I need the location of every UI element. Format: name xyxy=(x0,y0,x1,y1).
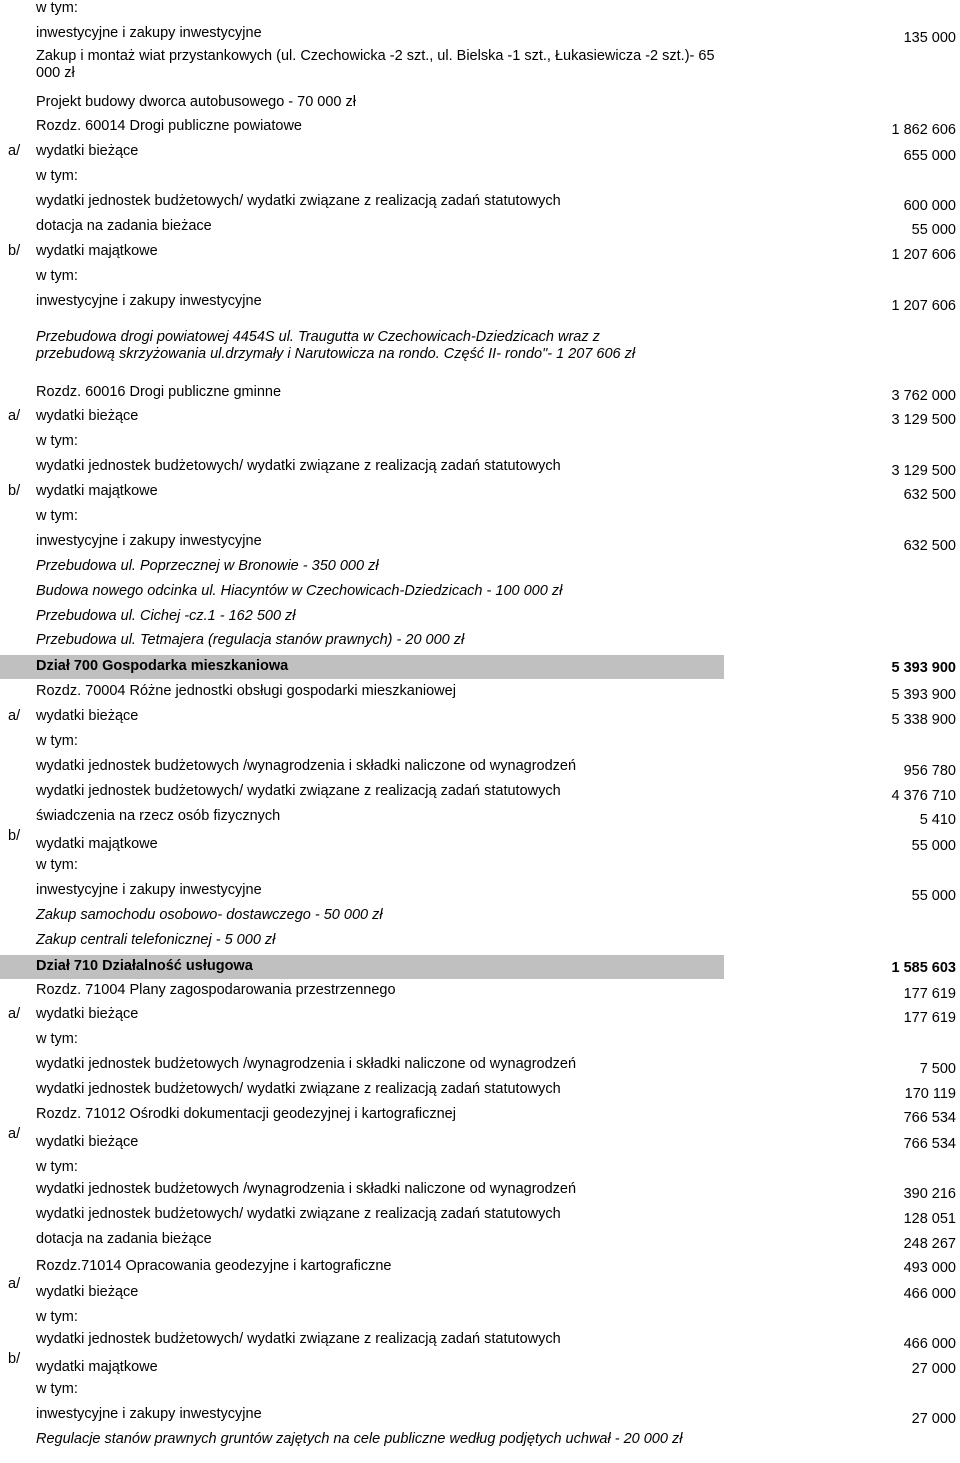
row-label: w tym: xyxy=(36,733,78,749)
row-label: Zakup i montaż wiat przystankowych (ul. Czechowicka -2 szt., ul. Bielska -1 szt., Łukasiewicza -2 szt.)- 65 000 zł xyxy=(36,48,715,81)
row-label: wydatki bieżące xyxy=(36,1284,139,1300)
row-label: wydatki majątkowe xyxy=(36,243,158,259)
item-marker: a/ xyxy=(8,143,21,159)
row-label: wydatki jednostek budżetowych/ wydatki związane z realizacją zadań statutowych xyxy=(36,1331,561,1347)
division-row xyxy=(0,655,960,679)
task-description: Przebudowa ul. Poprzecznej w Bronowie - 350 000 zł xyxy=(36,558,379,574)
row-label: Rozdz. 70004 Różne jednostki obsługi gospodarki mieszkaniowej xyxy=(36,683,456,699)
row-amount: 466 000 xyxy=(903,1286,956,1302)
row-label: w tym: xyxy=(36,0,78,16)
budget-row xyxy=(0,1406,960,1430)
task-description: Zakup samochodu osobowo- dostawczego - 50 000 zł xyxy=(36,907,383,923)
budget-row xyxy=(0,193,960,217)
budget-row xyxy=(0,293,960,317)
division-amount: 5 393 900 xyxy=(891,660,956,676)
budget-row xyxy=(0,733,960,757)
row-label: w tym: xyxy=(36,268,78,284)
row-label: wydatki majątkowe xyxy=(36,1359,158,1375)
budget-row xyxy=(0,408,960,432)
row-amount: 128 051 xyxy=(903,1211,956,1227)
budget-row xyxy=(0,168,960,192)
item-marker: a/ xyxy=(8,708,21,724)
row-amount: 5 393 900 xyxy=(891,687,956,703)
budget-row xyxy=(0,1431,960,1455)
row-label: wydatki jednostek budżetowych/ wydatki związane z realizacją zadań statutowych xyxy=(36,193,561,209)
task-description: Przebudowa drogi powiatowej 4454S ul. Traugutta w Czechowicach-Dziedzicach wraz z przebudową skrzyżowania ul.drzymały i Narutowicza na rondo. Część II- rondo"- 1 207 606 zł xyxy=(36,329,636,362)
budget-row xyxy=(0,1284,960,1308)
row-label: inwestycyjne i zakupy inwestycyjne xyxy=(36,25,262,41)
row-label: dotacja na zadania bieżące xyxy=(36,1231,212,1247)
row-label: wydatki jednostek budżetowych /wynagrodzenia i składki naliczone od wynagrodzeń xyxy=(36,758,577,774)
budget-row xyxy=(0,433,960,457)
row-label: w tym: xyxy=(36,433,78,449)
budget-row xyxy=(0,243,960,267)
row-amount: 27 000 xyxy=(911,1361,956,1377)
row-label: wydatki jednostek budżetowych/ wydatki związane z realizacją zadań statutowych xyxy=(36,458,561,474)
budget-row xyxy=(0,608,960,632)
row-amount: 632 500 xyxy=(903,487,956,503)
budget-row xyxy=(0,329,960,362)
row-amount: 170 119 xyxy=(904,1086,956,1102)
row-amount: 766 534 xyxy=(903,1110,956,1126)
row-label: inwestycyjne i zakupy inwestycyjne xyxy=(36,533,262,549)
division-label: Dział 710 Działalność usługowa xyxy=(36,958,253,974)
row-amount: 135 000 xyxy=(903,30,956,46)
budget-row xyxy=(0,533,960,557)
row-label: wydatki bieżące xyxy=(36,143,139,159)
row-label: świadczenia na rzecz osób fizycznych xyxy=(36,808,281,824)
row-amount: 55 000 xyxy=(911,222,956,238)
task-description: Przebudowa ul. Cichej -cz.1 - 162 500 zł xyxy=(36,608,296,624)
budget-row xyxy=(0,1206,960,1230)
row-label: wydatki jednostek budżetowych/ wydatki związane z realizacją zadań statutowych xyxy=(36,1206,561,1222)
item-marker: b/ xyxy=(8,828,21,844)
row-label: wydatki majątkowe xyxy=(36,836,158,852)
row-label: wydatki bieżące xyxy=(36,708,139,724)
budget-row xyxy=(0,1134,960,1158)
row-amount: 4 376 710 xyxy=(891,788,956,804)
task-description: Zakup centrali telefonicznej - 5 000 zł xyxy=(36,932,276,948)
task-description: Regulacje stanów prawnych gruntów zajętych na cele publiczne według podjętych uchwał - 20 000 zł xyxy=(36,1431,683,1447)
division-amount: 1 585 603 xyxy=(891,960,956,976)
item-marker: b/ xyxy=(8,1351,21,1367)
budget-row xyxy=(0,1031,960,1055)
row-label: Rozdz. 60014 Drogi publiczne powiatowe xyxy=(36,118,302,134)
chapter-row xyxy=(0,683,960,707)
row-label: inwestycyjne i zakupy inwestycyjne xyxy=(36,882,262,898)
budget-row xyxy=(0,857,960,881)
row-amount: 1 207 606 xyxy=(891,298,956,314)
budget-row xyxy=(0,508,960,532)
budget-row xyxy=(0,1056,960,1080)
row-amount: 493 000 xyxy=(903,1260,956,1276)
row-label: w tym: xyxy=(36,1159,78,1175)
budget-row xyxy=(0,0,960,24)
row-label: wydatki jednostek budżetowych /wynagrodzenia i składki naliczone od wynagrodzeń xyxy=(36,1056,577,1072)
row-label: w tym: xyxy=(36,857,78,873)
budget-row xyxy=(0,783,960,807)
chapter-row xyxy=(0,384,960,408)
item-marker: a/ xyxy=(8,1276,21,1292)
row-amount: 3 129 500 xyxy=(891,412,956,428)
budget-row xyxy=(0,1081,960,1105)
task-description: Budowa nowego odcinka ul. Hiacyntów w Czechowicach-Dziedzicach - 100 000 zł xyxy=(36,583,563,599)
budget-row xyxy=(0,907,960,931)
chapter-row xyxy=(0,118,960,142)
row-label: wydatki bieżące xyxy=(36,1006,139,1022)
chapter-row xyxy=(0,982,960,1006)
budget-row xyxy=(0,1181,960,1205)
row-label: w tym: xyxy=(36,168,78,184)
row-label: Projekt budowy dworca autobusowego - 70 000 zł xyxy=(36,94,356,110)
budget-row xyxy=(0,218,960,242)
row-amount: 1 207 606 xyxy=(891,247,956,263)
row-label: wydatki jednostek budżetowych/ wydatki związane z realizacją zadań statutowych xyxy=(36,1081,561,1097)
row-amount: 7 500 xyxy=(919,1061,956,1077)
budget-row xyxy=(0,94,960,118)
budget-row xyxy=(0,1381,960,1405)
budget-row xyxy=(0,758,960,782)
row-label: w tym: xyxy=(36,1031,78,1047)
row-amount: 655 000 xyxy=(903,148,956,164)
item-marker: b/ xyxy=(8,483,21,499)
row-amount: 466 000 xyxy=(903,1336,956,1352)
row-amount: 600 000 xyxy=(903,198,956,214)
budget-row xyxy=(0,1309,960,1333)
budget-row xyxy=(0,882,960,906)
row-amount: 3 129 500 xyxy=(891,463,956,479)
row-label: Rozdz.71014 Opracowania geodezyjne i kartograficzne xyxy=(36,1258,392,1274)
row-label: wydatki bieżące xyxy=(36,408,139,424)
row-label: w tym: xyxy=(36,1309,78,1325)
task-description: Przebudowa ul. Tetmajera (regulacja stanów prawnych) - 20 000 zł xyxy=(36,632,465,648)
budget-row xyxy=(0,1006,960,1030)
budget-row xyxy=(0,932,960,956)
row-amount: 55 000 xyxy=(911,838,956,854)
row-label: Rozdz. 60016 Drogi publiczne gminne xyxy=(36,384,282,400)
row-amount: 632 500 xyxy=(903,538,956,554)
row-amount: 1 862 606 xyxy=(891,122,956,138)
budget-row xyxy=(0,458,960,482)
budget-row xyxy=(0,143,960,167)
row-label: w tym: xyxy=(36,508,78,524)
row-label: Rozdz. 71004 Plany zagospodarowania przestrzennego xyxy=(36,982,396,998)
row-amount: 390 216 xyxy=(903,1186,956,1202)
item-marker: a/ xyxy=(8,1006,21,1022)
budget-row xyxy=(0,558,960,582)
row-amount: 3 762 000 xyxy=(891,388,956,404)
row-amount: 27 000 xyxy=(911,1411,956,1427)
row-amount: 5 410 xyxy=(919,812,956,828)
row-amount: 177 619 xyxy=(903,986,956,1002)
row-label: inwestycyjne i zakupy inwestycyjne xyxy=(36,293,262,309)
row-amount: 177 619 xyxy=(903,1010,956,1026)
row-amount: 55 000 xyxy=(911,888,956,904)
budget-row xyxy=(0,1359,960,1383)
row-label: wydatki bieżące xyxy=(36,1134,139,1150)
budget-row xyxy=(0,708,960,732)
budget-row xyxy=(0,583,960,607)
budget-row xyxy=(0,632,960,656)
row-amount: 766 534 xyxy=(903,1136,956,1152)
division-label: Dział 700 Gospodarka mieszkaniowa xyxy=(36,658,289,674)
row-label: wydatki majątkowe xyxy=(36,483,158,499)
row-amount: 248 267 xyxy=(903,1236,956,1252)
budget-row xyxy=(0,1231,960,1255)
budget-row xyxy=(0,1159,960,1183)
budget-row xyxy=(0,268,960,292)
item-marker: a/ xyxy=(8,1126,21,1142)
row-amount: 956 780 xyxy=(903,763,956,779)
row-label: wydatki jednostek budżetowych /wynagrodzenia i składki naliczone od wynagrodzeń xyxy=(36,1181,577,1197)
item-marker: a/ xyxy=(8,408,21,424)
budget-row xyxy=(0,483,960,507)
row-label: w tym: xyxy=(36,1381,78,1397)
row-label: dotacja na zadania bieżace xyxy=(36,218,212,234)
division-row xyxy=(0,955,960,979)
row-label: wydatki jednostek budżetowych/ wydatki związane z realizacją zadań statutowych xyxy=(36,783,561,799)
item-marker: b/ xyxy=(8,243,21,259)
row-amount: 5 338 900 xyxy=(891,712,956,728)
row-label: inwestycyjne i zakupy inwestycyjne xyxy=(36,1406,262,1422)
row-label: Rozdz. 71012 Ośrodki dokumentacji geodezyjnej i kartograficznej xyxy=(36,1106,456,1122)
